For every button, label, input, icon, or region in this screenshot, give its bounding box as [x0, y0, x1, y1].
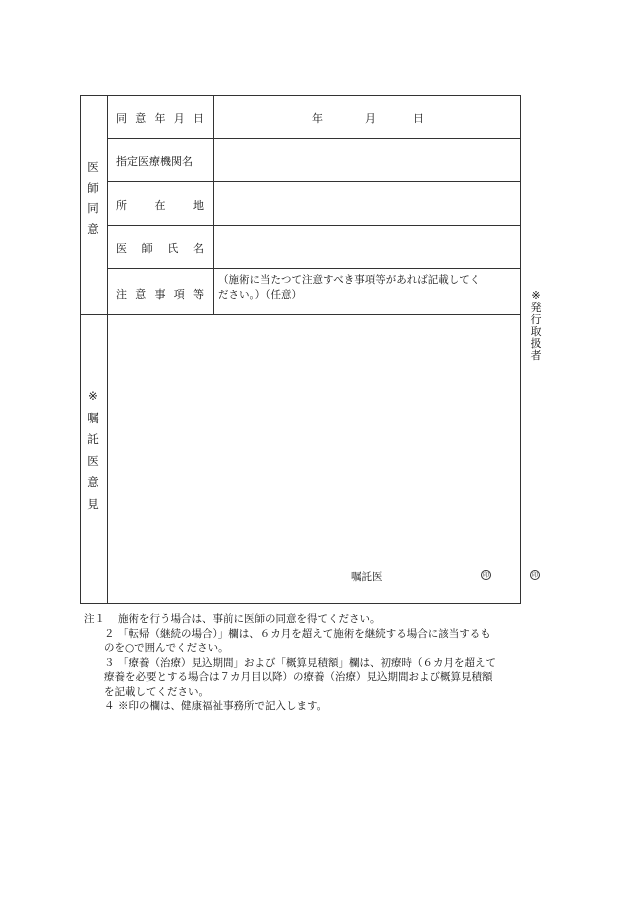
note-line: のを○で囲んでください。	[104, 642, 229, 654]
note-line: 「転帰（継続の場合）」欄は、６カ月を超えて施術を継続する場合に該当するも	[118, 627, 491, 640]
commissioned-opinion-section-label	[84, 391, 102, 510]
consent-date-label: 同 意 年 月 日	[116, 112, 204, 125]
note-number: 注１	[84, 613, 105, 625]
note-number: ４	[104, 700, 115, 712]
note-line: 「療養（治療）見込期間」および「概算見積額」欄は、初療時（６カ月を超えて	[118, 656, 496, 669]
notice-text-line1: （施術に当たつて注意すべき事項等があれば記載してく	[218, 274, 481, 286]
note-line: 施術を行う場合は、事前に医師の同意を得てください。	[118, 613, 381, 625]
section-char: 医	[87, 160, 99, 174]
note-number: ２	[104, 627, 115, 640]
issuer-char: 行	[530, 313, 542, 326]
issuer-char: 発	[530, 301, 542, 314]
doctor-name-field[interactable]	[214, 226, 520, 268]
note-number: ３	[104, 656, 115, 669]
date-year: 年	[312, 112, 323, 125]
section-char: 見	[87, 496, 99, 511]
commissioned-opinion-field[interactable]	[108, 315, 520, 565]
date-day: 日	[413, 112, 424, 125]
section-char: 医	[87, 453, 99, 468]
section-char: 師	[87, 180, 99, 195]
note-item	[84, 656, 544, 700]
footnotes	[84, 612, 544, 714]
issuer-char: 扱	[530, 337, 542, 350]
section-char: 嘱	[87, 410, 99, 425]
section-char: 同	[87, 201, 99, 215]
note-line: ※印の欄は、健康福祉事務所で記入します。	[118, 700, 328, 712]
note-item	[84, 627, 544, 656]
note-item	[84, 612, 544, 627]
section-char: 意	[87, 221, 99, 236]
issuer-char: 者	[530, 349, 542, 362]
issuer-char: 取	[530, 325, 542, 338]
section-char: ※	[88, 389, 98, 403]
issuer-char: ※	[531, 289, 541, 302]
medical-institution-field[interactable]	[214, 139, 520, 181]
medical-institution-label: 指定医療機関名	[116, 155, 193, 168]
note-item	[84, 699, 544, 714]
note-line: 療養を必要とする場合は７カ月目以降）の療養（治療）見込期間および概算見積額	[104, 671, 493, 683]
doctor-consent-section-label	[84, 162, 102, 235]
issuer-label	[527, 290, 545, 361]
commissioned-doctor-seal-icon: 印	[482, 572, 489, 579]
notice-text-line2: ださい。）（任意）	[218, 289, 302, 301]
section-char: 託	[87, 432, 99, 446]
note-line: を記載してください。	[104, 685, 209, 698]
address-label: 所 在 地	[116, 199, 204, 212]
date-month: 月	[365, 112, 376, 125]
notes-label: 注 意 事 項 等	[116, 288, 204, 301]
commissioned-doctor-label: 嘱託医	[351, 571, 383, 583]
address-field[interactable]	[214, 182, 520, 225]
issuer-seal-icon: 印	[531, 572, 538, 579]
doctor-name-label: 医 師 氏 名	[116, 242, 204, 255]
row-divider-4	[107, 268, 521, 269]
section-char: 意	[87, 475, 99, 489]
